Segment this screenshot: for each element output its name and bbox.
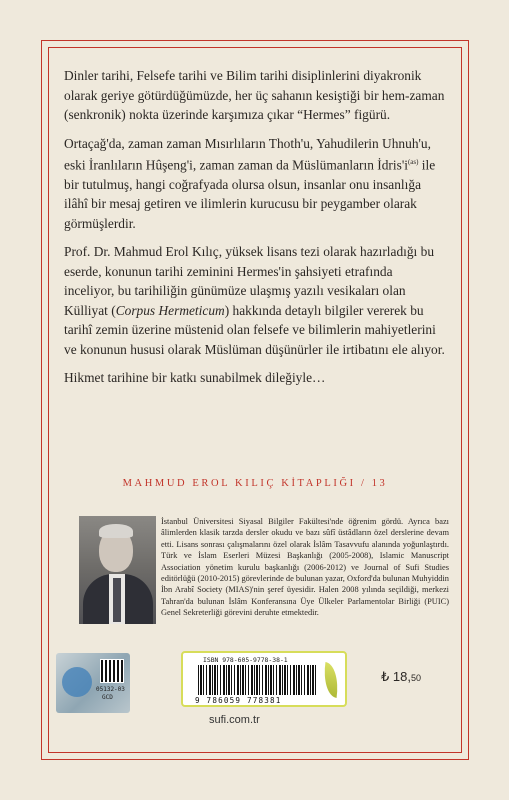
- sticker-code-1: 05132-03: [96, 686, 125, 693]
- hologram-icon: [62, 667, 92, 697]
- blurb-p2-rest: ile bir tutulmuş, hangi coğrafyada olursa olsun, insanlar onu insanlığa ilâhî bir mesaj getiren ve ilimlerin kurucusu bir peygamber olarak görmüşlerdir.: [64, 157, 436, 231]
- author-bio: İstanbul Üniversitesi Siyasal Bilgiler Fakültesi'nde öğrenim gördü. Ayrıca bazı âlimlerden klasik tarzda dersler okudu ve bazı sûfî üstâdların özel derslerine devam etti. Lisans sonrası çalışmalarını özel olarak İslâm Tasavvufu alanında yoğunlaştırdı. Türk ve İslam Eserleri Müzesi Başkanlığı (2005-2008), Islamic Manuscript Association yönetim kurulu başkanlığı (2006-2012) ve Journal of Sufi Studies editörlüğü (2010-2015) görevlerinde de bulunan yazar, Oxford'da bulunan Muhyiddin İbn Arabî Society (MIAS)'nin şeref üyesidir. Halen 2008 yılında seçildiği, merkezi Tahran'da bulunan İslâm Konferansına Üye Ülkeler Parlamentolar Birliği (PUIC) Genel Sekreterliği görevini deruhte etmektedir.: [161, 517, 449, 618]
- sticker-code-2: GCD: [102, 694, 113, 701]
- website: sufi.com.tr: [209, 714, 260, 726]
- back-cover-blurb: [64, 66, 446, 397]
- qr-code-icon: [100, 659, 124, 683]
- series-title: MAHMUD EROL KILIÇ KİTAPLIĞI / 13: [122, 478, 388, 489]
- price: [381, 669, 421, 685]
- blurb-p2-text: Ortaçağ'da, zaman zaman Mısırlıların Thoth'u, Yahudilerin Uhnuh'u, eski İranlıların Hûşeng'i, zaman zaman da Müslümanların İdris'i: [64, 135, 431, 173]
- blurb-paragraph-1: Dinler tarihi, Felsefe tarihi ve Bilim tarihi disiplinlerini diyakronik olarak geriye götürdüğümüzde, her üç sahanın kesiştiği bir hem-zaman (senkronik) nokta üzerinde karşımıza çıkar “Hermes” figürü.: [64, 68, 445, 122]
- blurb-p3-a: Prof. Dr. Mahmud Erol Kılıç, yüksek lisans tezi olarak hazırladığı bu eserde, konunun tarihi zeminini Hermes'in şahsiyeti etrafında inceliyor, bu tarihiliğin günümüze ulaşmış yazılı vesikaları olan Külliyat (: [64, 244, 435, 318]
- blurb-p3-b: ) hakkında detaylı bilgiler vererek bu tarihî zemin üzerine müstenid olan felsefe ve bilimlerin mahiyetlerini ve konunun hususi olarak Müslüman düşünürler ile irtibatını ele alıyor.: [64, 302, 445, 357]
- blurb-paragraph-2: [64, 134, 446, 234]
- blurb-p2-honorific: (as): [407, 158, 419, 166]
- currency-symbol: ₺: [381, 669, 390, 684]
- price-cents: 50: [410, 673, 421, 683]
- barcode-digits: 9 786059 778381: [195, 696, 282, 705]
- leaf-logo-icon: [321, 662, 342, 698]
- security-sticker: [56, 653, 130, 713]
- blurb-paragraph-4: Hikmet tarihine bir katkı sunabilmek dileğiyle…: [64, 370, 326, 386]
- isbn-label: ISBN 978-605-9778-38-1: [203, 656, 288, 664]
- price-main: 18,: [392, 669, 411, 684]
- author-photo: [79, 516, 156, 624]
- barcode-panel: [181, 651, 347, 707]
- blurb-p3-title: Corpus Hermeticum: [115, 302, 225, 318]
- blurb-paragraph-3: [64, 242, 446, 359]
- barcode-icon: [198, 665, 316, 695]
